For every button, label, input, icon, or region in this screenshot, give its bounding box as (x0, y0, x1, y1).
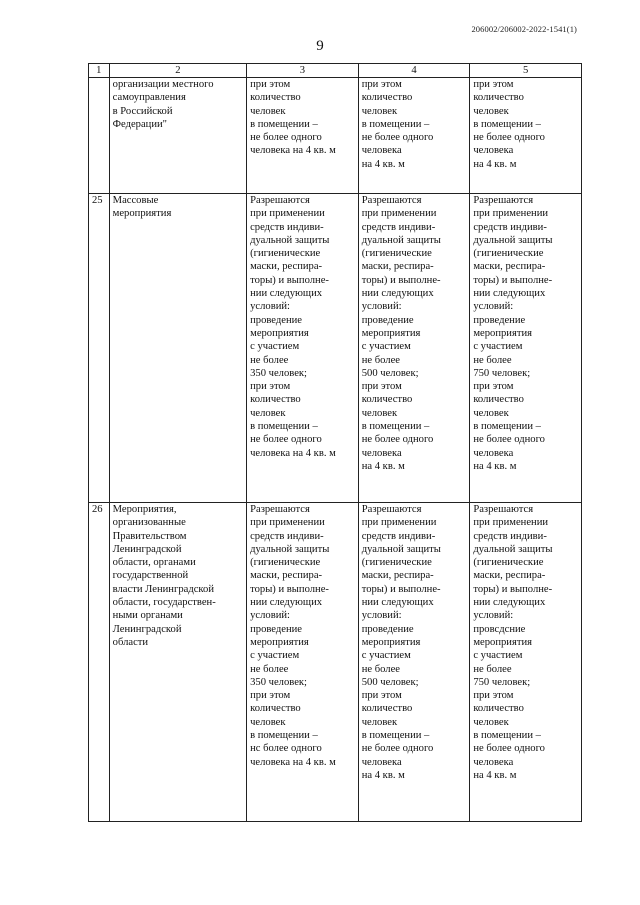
cell-line: условий: (361, 610, 402, 622)
cell-line: Правительством (112, 530, 187, 542)
cell-line: в помещении – (250, 421, 318, 433)
cell-col4 (358, 194, 470, 503)
cell-line: маски, респира- (473, 570, 546, 582)
cell-line: нии следующих (361, 597, 434, 609)
cell-col3 (247, 78, 359, 194)
cell-line: 750 человек; (473, 367, 531, 379)
cell-col4 (358, 78, 470, 194)
cell-line: человека (361, 145, 402, 157)
cell-num: 25 (89, 194, 110, 503)
cell-line: человека на 4 кв. м (250, 756, 336, 768)
cell-line: человек (361, 716, 398, 728)
cell-line: маски, респира- (250, 570, 323, 582)
cell-line: мероприятия (250, 636, 309, 648)
cell-line: Разрешаются (361, 504, 422, 515)
cell-line: человека на 4 кв. м (250, 145, 336, 157)
cell-line: нии следующих (250, 288, 323, 300)
cell-line: нии следующих (250, 597, 323, 609)
cell-line: количество (473, 703, 524, 715)
cell-line: условий: (250, 301, 290, 313)
cell-line: торы) и выполне- (250, 583, 329, 595)
cell-line: на 4 кв. м (473, 769, 517, 781)
cell-line: человека (361, 756, 402, 768)
cell-line: Мероприятия, (112, 504, 177, 515)
cell-line: с участием (361, 650, 411, 662)
cell-name (109, 503, 246, 822)
cell-line: при применении (361, 208, 437, 220)
cell-line: человека (361, 447, 402, 459)
cell-line: количество (250, 703, 301, 715)
cell-line: в помещении – (473, 730, 541, 742)
cell-line: средств индиви- (361, 221, 436, 233)
header-row (89, 64, 582, 78)
cell-line: области (112, 636, 149, 648)
cell-line: нс более одного (250, 743, 322, 755)
cell-line: человека (473, 447, 514, 459)
cell-num (89, 78, 110, 194)
cell-line: мероприятия (361, 636, 421, 648)
cell-line: не более одного (250, 132, 322, 144)
cell-line: не более (250, 354, 289, 366)
cell-line: 500 человек; (361, 367, 419, 379)
cell-line: проведение (250, 623, 303, 635)
cell-line: в помещении – (361, 118, 430, 130)
cell-line: средств индиви- (473, 221, 547, 233)
cell-line: с участием (250, 650, 300, 662)
cell-line: не более одного (361, 132, 434, 144)
cell-line: дуальной защиты (361, 543, 441, 555)
cell-line: (гигиенические (250, 557, 321, 569)
cell-line: человека (473, 756, 514, 768)
cell-line: 350 человек; (250, 367, 307, 379)
cell-line: не более одного (250, 434, 322, 446)
cell-line: нии следующих (473, 288, 546, 300)
cell-line: на 4 кв. м (361, 769, 405, 781)
cell-line: при этом (473, 79, 514, 90)
cell-line: человека (473, 145, 514, 157)
cell-line: маски, респира- (361, 570, 434, 582)
cell-line: торы) и выполне- (361, 583, 441, 595)
cell-line: условий: (361, 301, 402, 313)
cell-line: дуальной защиты (250, 543, 330, 555)
cell-line: при этом (473, 381, 514, 393)
cell-line: человек (473, 105, 509, 117)
cell-line: количество (473, 394, 524, 406)
header-cell-1: 1 (89, 64, 110, 78)
cell-line: количество (250, 92, 301, 104)
cell-line: не более одного (473, 434, 545, 446)
cell-line: в Российской (112, 105, 173, 117)
cell-col3 (247, 503, 359, 822)
cell-col5 (470, 78, 582, 194)
cell-line: 500 человек; (361, 676, 419, 688)
cell-line: не более одного (361, 434, 434, 446)
cell-line: Разрешаются (250, 195, 310, 206)
cell-line: провсдсние (473, 623, 526, 635)
cell-line: при применении (473, 517, 549, 529)
cell-line: дуальной защиты (473, 543, 553, 555)
cell-line: Разрешаются (250, 504, 310, 515)
cell-line: количество (361, 703, 413, 715)
table-row-continuation (89, 78, 582, 194)
cell-line: (гигиенические (473, 557, 544, 569)
cell-line: Массовые (112, 195, 159, 206)
regulation-table (88, 63, 582, 822)
cell-line: мероприятия (112, 208, 172, 220)
header-cell-4: 4 (358, 64, 470, 78)
cell-line: нии следующих (361, 288, 434, 300)
cell-line: проведение (250, 314, 303, 326)
cell-line: при применении (473, 208, 549, 220)
cell-line: при применении (250, 208, 325, 220)
cell-line: торы) и выполне- (250, 274, 329, 286)
cell-line: проведение (473, 314, 526, 326)
cell-line: Разрешаются (473, 195, 534, 206)
cell-line: в помещении – (361, 421, 430, 433)
header-cell-2: 2 (109, 64, 246, 78)
cell-line: самоуправления (112, 92, 186, 104)
cell-line: в помещении – (473, 118, 541, 130)
cell-line: не более одного (361, 743, 434, 755)
cell-line: (гигиенические (250, 248, 321, 260)
cell-line: (гигиенические (361, 557, 432, 569)
cell-line: мероприятия (473, 636, 533, 648)
cell-name (109, 194, 246, 503)
cell-line: проведение (361, 314, 414, 326)
cell-line: власти Ленинградской (112, 583, 214, 595)
cell-line: средств индиви- (250, 530, 324, 542)
cell-line: средств индиви- (250, 221, 324, 233)
header-cell-3: 3 (247, 64, 359, 78)
cell-line: на 4 кв. м (361, 460, 405, 472)
cell-line: дуальной защиты (361, 234, 441, 246)
cell-line: не более (361, 354, 400, 366)
cell-line: при этом (361, 79, 402, 90)
cell-col3 (247, 194, 359, 503)
cell-line: человека на 4 кв. м (250, 447, 336, 459)
cell-line: при применении (250, 517, 325, 529)
cell-line: Разрешаются (473, 504, 534, 515)
cell-line: человек (250, 105, 286, 117)
cell-line: (гигиенические (361, 248, 432, 260)
cell-line: при применении (361, 517, 437, 529)
cell-line: с участием (361, 341, 411, 353)
cell-line: количество (361, 92, 413, 104)
cell-line: количество (250, 394, 301, 406)
table-row-26 (89, 503, 582, 822)
cell-line: с участием (250, 341, 300, 353)
cell-line: Разрешаются (361, 195, 422, 206)
cell-line: мероприятия (473, 327, 533, 339)
cell-line: условий: (473, 610, 514, 622)
cell-col5 (470, 503, 582, 822)
cell-line: с участием (473, 341, 523, 353)
cell-line: количество (361, 394, 413, 406)
cell-line: при этом (250, 79, 291, 90)
cell-line: человек (473, 407, 509, 419)
header-cell-5: 5 (470, 64, 582, 78)
cell-line: не более (361, 663, 400, 675)
cell-line: 350 человек; (250, 676, 307, 688)
cell-line: торы) и выполне- (473, 274, 553, 286)
cell-line: на 4 кв. м (473, 460, 517, 472)
cell-line: человек (250, 407, 286, 419)
cell-line: маски, респира- (361, 261, 434, 273)
cell-line: торы) и выполне- (473, 583, 553, 595)
cell-line: организованные (112, 517, 186, 529)
cell-line: дуальной защиты (250, 234, 330, 246)
cell-line: проведение (361, 623, 414, 635)
cell-line: Ленинградской (112, 623, 182, 635)
cell-line: в помещении – (250, 118, 318, 130)
cell-line: ными органами (112, 610, 183, 622)
cell-line: государственной (112, 570, 189, 582)
cell-line: при этом (361, 690, 402, 702)
cell-line: не более одного (473, 743, 545, 755)
cell-line: области, государствен- (112, 597, 216, 609)
cell-line: при этом (361, 381, 402, 393)
cell-line: 750 человек; (473, 676, 531, 688)
document-id: 206002/206002-2022-1541(1) (471, 24, 577, 34)
cell-line: нии следующих (473, 597, 546, 609)
cell-line: при этом (473, 690, 514, 702)
cell-line: условий: (250, 610, 290, 622)
cell-line: области, органами (112, 557, 196, 569)
cell-line: на 4 кв. м (473, 158, 517, 170)
cell-line: не более (250, 663, 289, 675)
cell-line: организации местного (112, 79, 214, 90)
cell-line: маски, респира- (250, 261, 323, 273)
cell-line: человек (250, 716, 286, 728)
cell-col5 (470, 194, 582, 503)
cell-line: человек (473, 716, 509, 728)
table-row-25 (89, 194, 582, 503)
cell-line: в помещении – (361, 730, 430, 742)
cell-line: в помещении – (473, 421, 541, 433)
cell-line: не более (473, 663, 512, 675)
cell-line: не более одного (473, 132, 545, 144)
cell-line: дуальной защиты (473, 234, 553, 246)
cell-name (109, 78, 246, 194)
cell-line: человек (361, 407, 398, 419)
cell-line: торы) и выполне- (361, 274, 441, 286)
cell-line: маски, респира- (473, 261, 546, 273)
cell-line: средств индиви- (473, 530, 547, 542)
cell-line: не более (473, 354, 512, 366)
cell-line: человек (361, 105, 398, 117)
cell-line: (гигиенические (473, 248, 544, 260)
cell-line: количество (473, 92, 524, 104)
cell-line: при этом (250, 381, 291, 393)
cell-line: при этом (250, 690, 291, 702)
cell-line: условий: (473, 301, 514, 313)
cell-line: мероприятия (361, 327, 421, 339)
cell-line: с участием (473, 650, 523, 662)
cell-line: в помещении – (250, 730, 318, 742)
cell-line: мероприятия (250, 327, 309, 339)
cell-line: Ленинградской (112, 543, 182, 555)
cell-line: Федерации" (112, 118, 168, 130)
cell-num: 26 (89, 503, 110, 822)
cell-col4 (358, 503, 470, 822)
page-number: 9 (316, 38, 324, 54)
cell-line: средств индиви- (361, 530, 436, 542)
cell-line: на 4 кв. м (361, 158, 405, 170)
